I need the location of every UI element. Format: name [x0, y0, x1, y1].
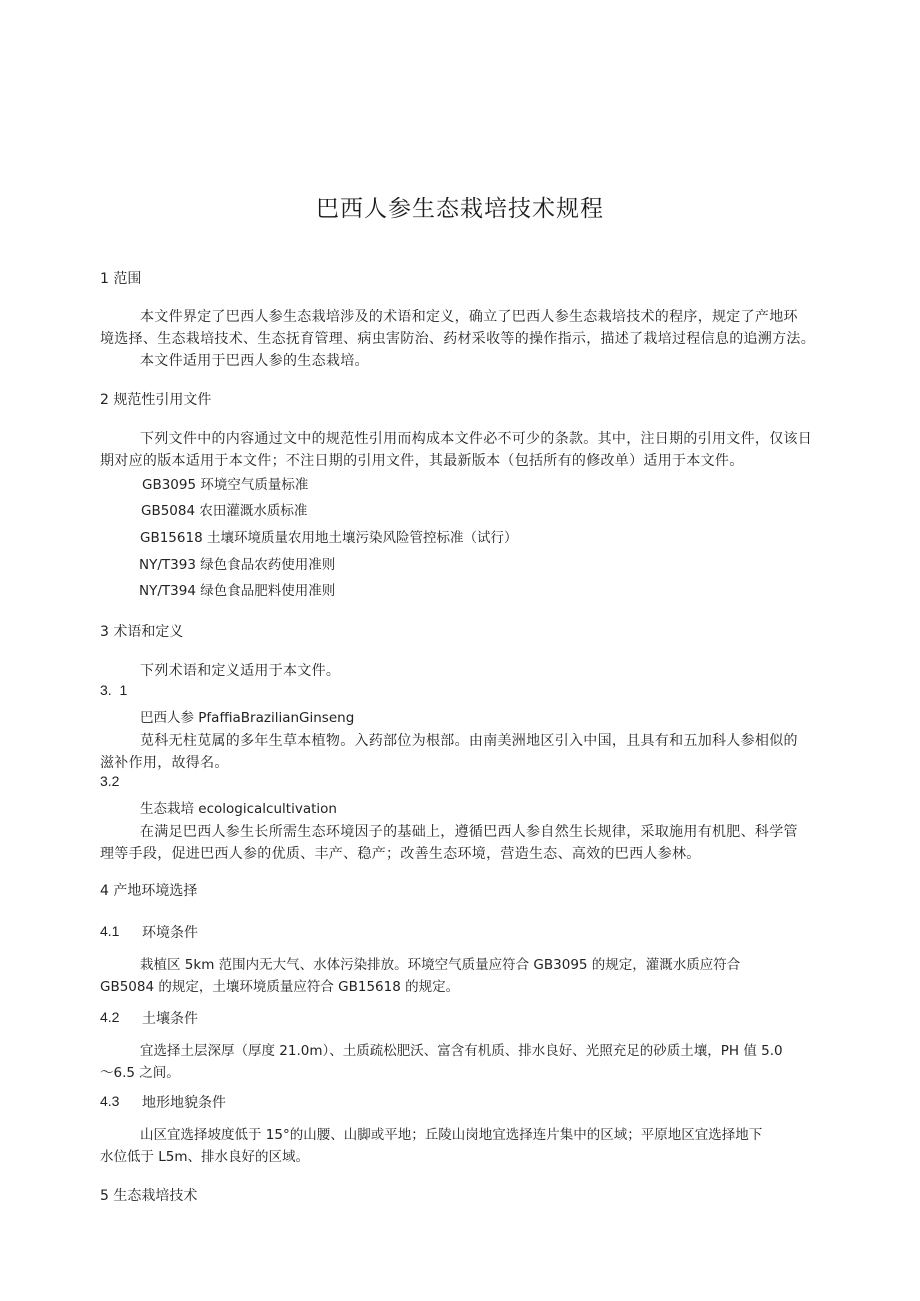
section-1-paragraph-2: 本文件适用于巴西人参的生态栽培。	[140, 353, 369, 369]
term-2-definition-line-1: 在满足巴西人参生长所需生态环境因子的基础上，遵循巴西人参自然生长规律，采取施用有机肥、科学管	[140, 824, 798, 840]
clause-4-1-line-2: GB5084 的规定，土壤环境质量应符合 GB15618 的规定。	[100, 979, 460, 995]
section-1-heading: 1 范围	[100, 271, 142, 287]
term-2-definition-line-2: 理等手段，促进巴西人参的优质、丰产、稳产；改善生态环境，营造生态、高效的巴西人参林。	[100, 846, 701, 862]
section-1-paragraph-1-line-1: 本文件界定了巴西人参生态栽培涉及的术语和定义，确立了巴西人参生态栽培技术的程序，规定了产地环	[140, 309, 798, 325]
term-1-definition-line-2: 滋补作用，故得名。	[100, 755, 229, 771]
clause-4-2-title: 土壤条件	[142, 1011, 198, 1027]
clause-4-3-title: 地形地貌条件	[142, 1095, 226, 1111]
clause-4-2-line-1: 宜选择土层深厚（厚度 21.0m）、土质疏松肥沃、富含有机质、排水良好、光照充足的砂质土壤，PH 值 5.0	[140, 1043, 783, 1059]
reference-item: NY/T393 绿色食品农药使用准则	[139, 557, 336, 573]
section-2-heading: 2 规范性引用文件	[100, 392, 212, 408]
reference-item: GB3095 环境空气质量标准	[142, 477, 309, 493]
section-2-paragraph-line-1: 下列文件中的内容通过文中的规范性引用而构成本文件必不可少的条款。其中，注日期的引用文件，仅该日	[140, 431, 813, 447]
section-3-intro: 下列术语和定义适用于本文件。	[140, 663, 341, 679]
reference-item: GB15618 土壤环境质量农用地土壤污染风险管控标准（试行）	[140, 530, 518, 546]
clause-4-2-number: 4.2	[100, 1009, 120, 1025]
clause-4-1-number: 4.1	[100, 923, 120, 939]
section-5-heading: 5 生态栽培技术	[100, 1188, 198, 1204]
clause-4-3-line-2: 水位低于 L5m、排水良好的区域。	[100, 1149, 310, 1165]
term-1-number: 3. 1	[100, 682, 128, 698]
clause-4-2-line-2: ～6.5 之间。	[100, 1065, 180, 1081]
section-4-heading: 4 产地环境选择	[100, 883, 198, 899]
section-1-paragraph-1-line-2: 境选择、生态栽培技术、生态抚育管理、病虫害防治、药材采收等的操作指示，描述了栽培过程信息的追溯方法。	[100, 331, 815, 347]
term-2-number: 3.2	[100, 773, 120, 789]
reference-item: GB5084 农田灌溉水质标准	[141, 503, 308, 519]
clause-4-3-number: 4.3	[100, 1093, 120, 1109]
term-1-definition-line-1: 苋科无柱苋属的多年生草本植物。入药部位为根部。由南美洲地区引入中国，且具有和五加科人参相似的	[140, 733, 798, 749]
term-1-name: 巴西人参 PfaffiaBrazilianGinseng	[140, 710, 355, 726]
clause-4-1-title: 环境条件	[142, 925, 198, 941]
section-3-heading: 3 术语和定义	[100, 624, 184, 640]
term-2-name: 生态栽培 ecologicalcultivation	[140, 801, 337, 817]
clause-4-3-line-1: 山区宜选择坡度低于 15°的山腰、山脚或平地；丘陵山岗地宜选择连片集中的区域；平原地区宜选择地下	[140, 1127, 763, 1143]
clause-4-1-line-1: 栽植区 5km 范围内无大气、水体污染排放。环境空气质量应符合 GB3095 的规定，灌溉水质应符合	[140, 957, 741, 973]
document-title: 巴西人参生态栽培技术规程	[316, 196, 604, 222]
reference-item: NY/T394 绿色食品肥料使用准则	[139, 583, 336, 599]
section-2-paragraph-line-2: 期对应的版本适用于本文件；不注日期的引用文件，其最新版本（包括所有的修改单）适用于本文件。	[100, 453, 744, 469]
